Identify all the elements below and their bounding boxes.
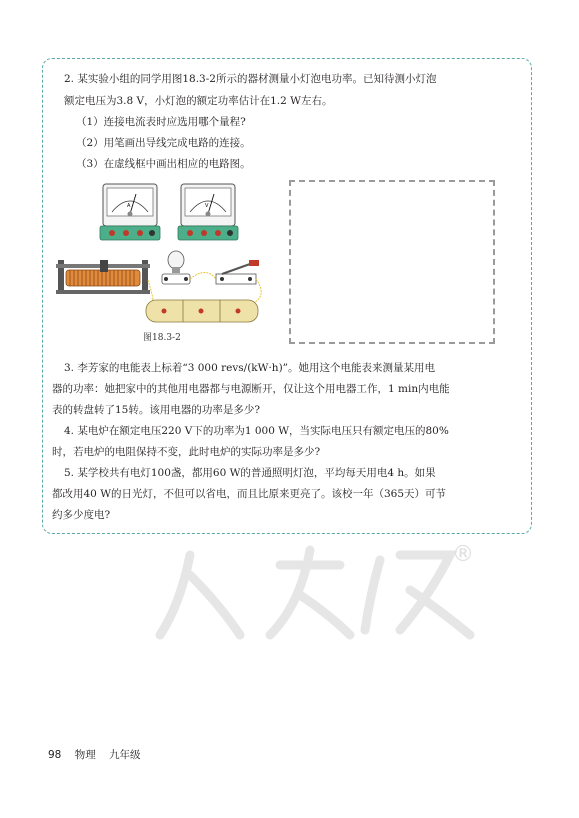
page-number: 98 <box>48 749 62 761</box>
svg-text:V: V <box>205 203 209 209</box>
battery-pack <box>146 300 258 322</box>
svg-text:A: A <box>127 203 131 209</box>
bulb <box>162 251 190 284</box>
subject-label: 物理 <box>74 749 96 761</box>
voltmeter <box>178 184 238 240</box>
registered-mark: ® <box>452 542 474 567</box>
publisher-watermark-logo <box>150 535 480 645</box>
page-footer <box>48 747 151 762</box>
ammeter <box>100 184 160 240</box>
figure-caption: 图18.3-2 <box>143 333 181 343</box>
grade-label: 九年级 <box>109 749 141 761</box>
circuit-figure <box>56 176 276 328</box>
circuit-diagram-answer-box <box>289 180 495 344</box>
switch <box>216 260 259 284</box>
rheostat <box>56 260 150 294</box>
